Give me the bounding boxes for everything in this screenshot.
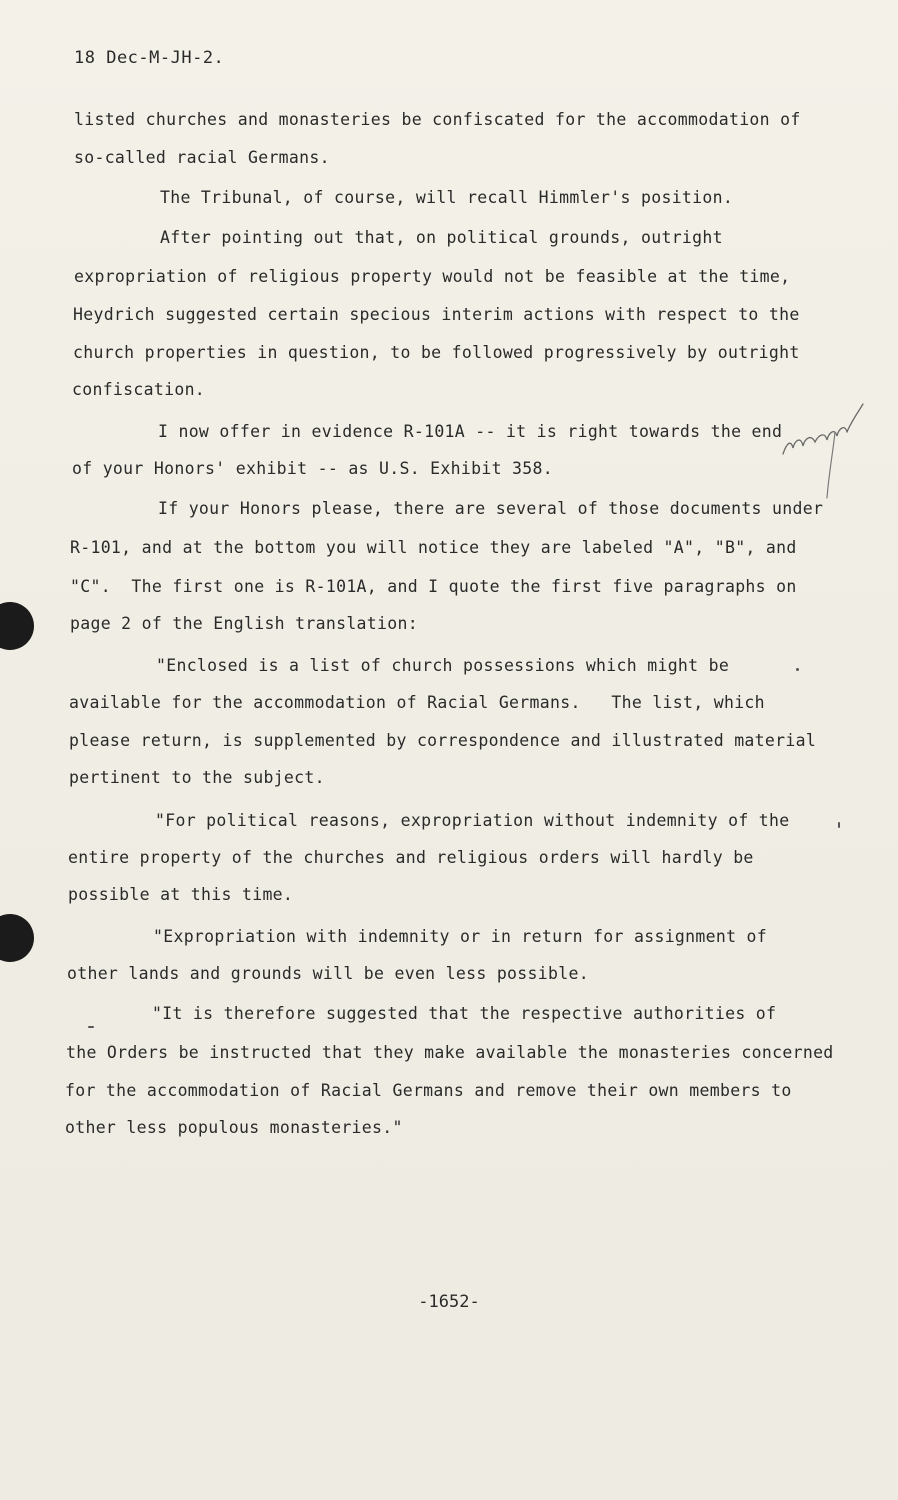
paper-speck xyxy=(838,822,840,828)
punch-hole xyxy=(0,914,34,962)
text-line: please return, is supplemented by correspondence and illustrated material xyxy=(69,731,817,750)
text-line: entire property of the churches and religious orders will hardly be xyxy=(68,848,754,867)
text-line: "Expropriation with indemnity or in return for assignment of xyxy=(153,927,768,946)
text-line: available for the accommodation of Racial Germans. The list, which xyxy=(69,693,765,712)
paper-speck xyxy=(88,1026,94,1028)
text-line: The Tribunal, of course, will recall Himmler's position. xyxy=(160,188,734,207)
text-line: I now offer in evidence R-101A -- it is right towards the end xyxy=(158,422,783,441)
text-line: other lands and grounds will be even less possible. xyxy=(67,964,589,983)
text-line: Heydrich suggested certain specious interim actions with respect to the xyxy=(73,305,800,324)
paper-speck xyxy=(796,668,799,671)
text-line: "Enclosed is a list of church possessions which might be xyxy=(156,656,730,675)
text-line: page 2 of the English translation: xyxy=(70,614,418,633)
text-line: possible at this time. xyxy=(68,885,294,904)
text-line: of your Honors' exhibit -- as U.S. Exhibit 358. xyxy=(72,459,553,478)
text-line: expropriation of religious property would not be feasible at the time, xyxy=(74,267,791,286)
text-line: If your Honors please, there are several of those documents under xyxy=(158,499,824,518)
punch-hole xyxy=(0,602,34,650)
text-line: other less populous monasteries." xyxy=(65,1118,403,1137)
text-line: confiscation. xyxy=(72,380,206,399)
page-number: -1652- xyxy=(418,1292,480,1312)
text-line: After pointing out that, on political grounds, outright xyxy=(160,228,723,247)
text-line: "It is therefore suggested that the respective authorities of xyxy=(152,1004,777,1023)
text-line: so-called racial Germans. xyxy=(74,148,330,167)
text-line: the Orders be instructed that they make available the monasteries concerned xyxy=(66,1043,834,1062)
handwritten-margin-note xyxy=(775,392,870,502)
text-line: church properties in question, to be followed progressively by outright xyxy=(73,343,800,362)
document-reference: 18 Dec-M-JH-2. xyxy=(74,48,225,68)
text-line: "For political reasons, expropriation without indemnity of the xyxy=(155,811,790,830)
text-line: "C". The first one is R-101A, and I quote the first five paragraphs on xyxy=(70,577,797,596)
text-line: listed churches and monasteries be confiscated for the accommodation of xyxy=(74,110,801,129)
text-line: R-101, and at the bottom you will notice they are labeled "A", "B", and xyxy=(70,538,797,557)
text-line: for the accommodation of Racial Germans and remove their own members to xyxy=(65,1081,792,1100)
text-line: pertinent to the subject. xyxy=(69,768,325,787)
